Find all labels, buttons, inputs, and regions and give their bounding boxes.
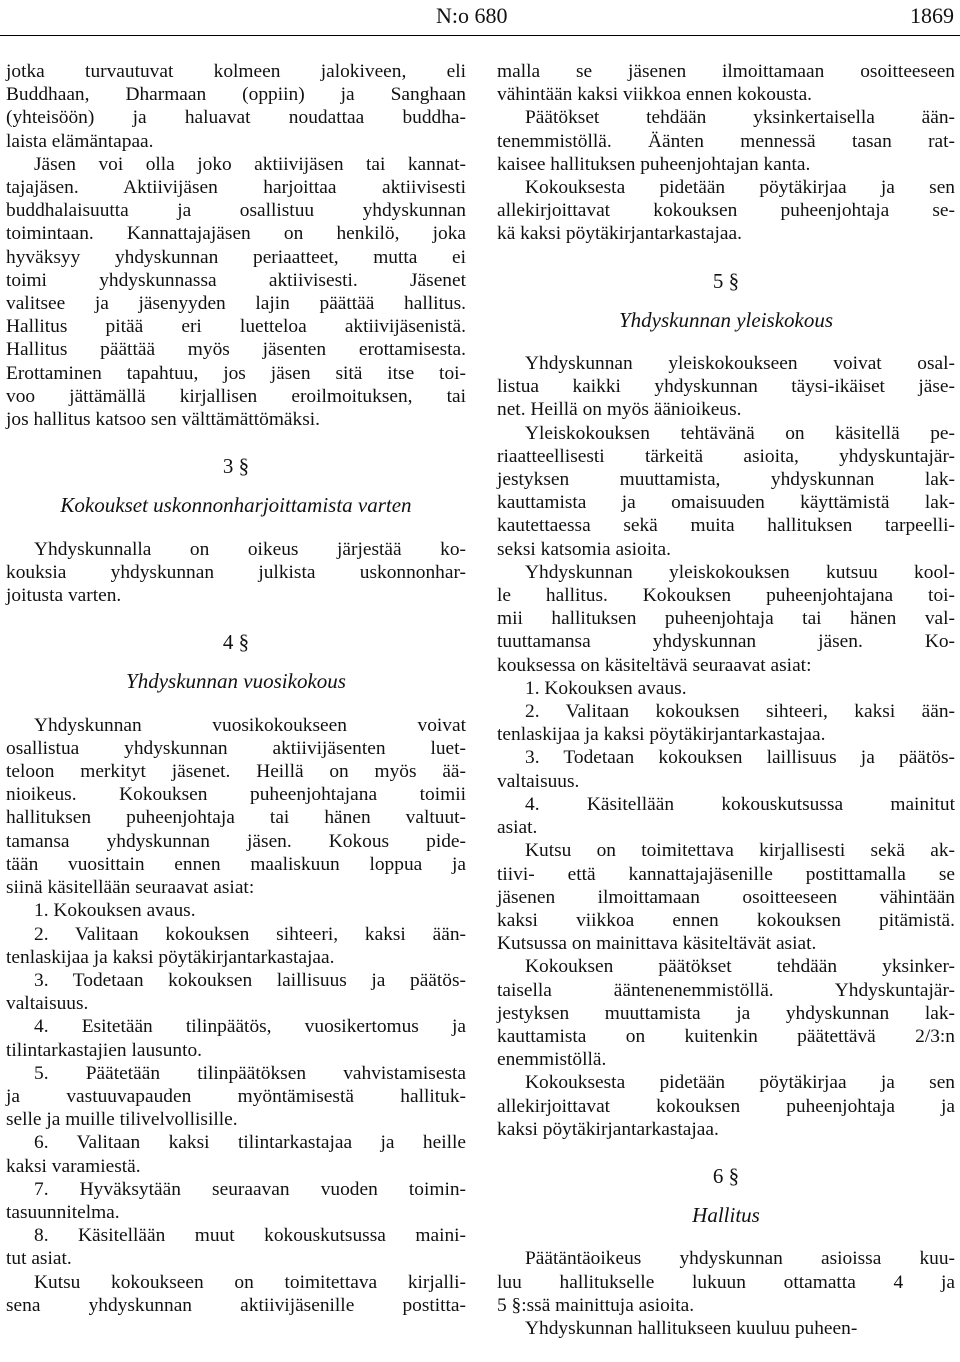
text-line: kautettaessa sekä muita hallituksen tarpeelli- <box>497 515 955 537</box>
text-line: le hallitus. Kokouksen puheenjohtajana toi- <box>497 585 955 607</box>
text-line: luu hallitukselle lukuun ottamatta 4 ja <box>497 1271 955 1293</box>
text-line: Päätökset tehdään yksinkertaisella ään- <box>525 107 955 129</box>
text-line: kauttamista ja omaisuuden käyttämistä lak- <box>497 492 955 514</box>
section-3-title: Kokoukset uskonnonharjoittamista varten <box>60 493 412 518</box>
text-line: ja vastuuvapauden myöntämisestä hallituk- <box>6 1085 466 1107</box>
text-line: 2. Valitaan kokouksen sihteeri, kaksi ään- <box>525 701 955 723</box>
text-line: valtaisuus. <box>6 993 89 1015</box>
text-line: tut asiat. <box>6 1248 72 1270</box>
text-line: Erottaminen tapahtuu, jos jäsen sitä itse toi- <box>6 362 466 384</box>
text-line: seksi katsomia asioita. <box>497 538 671 560</box>
text-line: tasuunnitelma. <box>6 1201 120 1223</box>
text-line: tuuttamansa yhdyskunnan jäsen. Ko- <box>497 631 955 653</box>
text-line: Kutsu on toimitettava kirjallisesti sekä ak- <box>525 840 955 862</box>
left-column <box>6 60 466 1317</box>
text-line: Päätäntäoikeus yhdyskunnan asioissa kuu- <box>525 1248 955 1270</box>
text-line: valtaisuus. <box>497 770 580 792</box>
text-line: 1. Kokouksen avaus. <box>34 900 196 922</box>
text-line: kaksi viikkoa ennen kokouksen pitämistä. <box>497 909 955 931</box>
header-rule <box>0 35 960 36</box>
text-line: 4. Esitetään tilinpäätös, vuosikertomus ja <box>34 1016 466 1038</box>
text-line: riaatteellisesti tärkeitä asioita, yhdyskuntajär- <box>497 445 955 467</box>
text-line: kouksia yhdyskunnan julkista uskonnonhar- <box>6 561 466 583</box>
text-line: toimintaan. Kannattajajäsen on henkilö, joka <box>6 223 466 245</box>
text-line: sena yhdyskunnan aktiivijäsenille postitta- <box>6 1294 466 1316</box>
text-line: kaksi pöytäkirjantarkastajaa. <box>497 1118 719 1140</box>
text-line: Kokouksesta pidetään pöytäkirjaa ja sen <box>525 1072 955 1094</box>
text-line: teloon merkityt jäsenet. Heillä on myös ää- <box>6 761 466 783</box>
text-line: Buddhaan, Dharmaan (oppiin) ja Sanghaan <box>6 84 466 106</box>
text-line: enemmistöllä. <box>497 1049 607 1071</box>
text-line: Kokouksen päätökset tehdään yksinker- <box>525 956 955 978</box>
text-line: mii hallituksen puheenjohtaja tai hänen val- <box>497 608 955 630</box>
text-line: tamansa yhdyskunnan jäsen. Kokous pide- <box>6 830 466 852</box>
text-line: tenlaskijaa ja kaksi pöytäkirjantarkastajaa. <box>6 946 335 968</box>
text-line: 8. Käsitellään muut kokouskutsussa maini- <box>34 1225 466 1247</box>
text-line: siinä käsitellään seuraavat asiat: <box>6 877 255 899</box>
text-line: tilintarkastajien lausunto. <box>6 1039 203 1061</box>
text-line: Yhdyskunnan hallitukseen kuuluu puheen- <box>525 1317 858 1339</box>
text-line: Yleiskokouksen tehtävänä on käsitellä pe- <box>525 422 955 444</box>
text-line: joitusta varten. <box>6 585 122 607</box>
text-line: 1. Kokouksen avaus. <box>525 677 687 699</box>
text-line: tajajäsen. Aktiivijäsen harjoittaa aktiivisesti <box>6 177 466 199</box>
text-line: voo jättämällä kirjallisen eroilmoituksen, tai <box>6 385 466 407</box>
text-line: 3. Todetaan kokouksen laillisuus ja päätös- <box>34 969 466 991</box>
text-line: Yhdyskunnan yleiskokoukseen voivat osal- <box>525 353 955 375</box>
page-number: 1869 <box>910 3 954 28</box>
text-line: Yhdyskunnan vuosikokoukseen voivat <box>34 714 466 736</box>
text-line: kaksi varamiestä. <box>6 1155 141 1177</box>
text-line: 3. Todetaan kokouksen laillisuus ja päätös- <box>525 747 955 769</box>
section-4-number: 4 § <box>222 630 250 655</box>
text-line: 5 §:ssä mainittuja asioita. <box>497 1294 695 1316</box>
text-line: vähintään kaksi viikkoa ennen kokousta. <box>497 84 813 106</box>
text-line: malla se jäsenen ilmoittamaan osoitteeseen <box>497 61 955 82</box>
text-line: 5. Päätetään tilinpäätöksen vahvistamisesta <box>34 1062 466 1084</box>
text-line: jos hallitus katsoo sen välttämättömäksi. <box>6 409 320 431</box>
text-line: 4. Käsitellään kokouskutsussa mainitut <box>525 793 955 815</box>
text-line: kä kaksi pöytäkirjantarkastajaa. <box>497 223 742 245</box>
text-line: 6. Valitaan kaksi tilintarkastajaa ja heille <box>34 1132 466 1154</box>
right-column <box>497 60 955 1340</box>
text-line: jestyksen muuttamista, yhdyskunnan lak- <box>497 469 955 491</box>
text-line: tenlaskijaa ja kaksi pöytäkirjantarkastajaa. <box>497 724 826 746</box>
text-line: Hallitus päättää myös jäsenten erottamisesta. <box>6 339 466 361</box>
text-line: buddhalaisuutta ja osallistuu yhdyskunnan <box>6 200 466 222</box>
right-block-1 <box>497 60 955 246</box>
text-line: tenemmistöllä. Äänten mennessä tasan rat- <box>497 130 955 152</box>
section-6-number: 6 § <box>712 1163 740 1188</box>
section-6-title: Hallitus <box>692 1203 760 1228</box>
text-line: jestyksen muuttamista ja yhdyskunnan lak- <box>497 1002 955 1024</box>
text-line: hallituksen puheenjohtaja tai hänen valtuut- <box>6 807 466 829</box>
text-line: toimi yhdyskunnassa aktiivisesti. Jäsenet <box>6 269 466 291</box>
text-line: allekirjoittavat kokouksen puheenjohtaja se- <box>497 200 955 222</box>
text-line: tään vuosittain ennen maaliskuun loppua ja <box>6 853 466 875</box>
text-line: jäsenen ilmoittamaan osoitteeseen vähintään <box>497 886 955 908</box>
text-line: net. Heillä on myös äänioikeus. <box>497 399 742 421</box>
text-line: Hallitus pitää eri luetteloa aktiivijäsenistä. <box>6 316 466 338</box>
text-line: kouksessa on käsiteltävä seuraavat asiat: <box>497 654 812 676</box>
text-line: (yhteisöön) ja haluavat noudattaa buddha- <box>6 107 466 129</box>
section-5-title: Yhdyskunnan yleiskokous <box>618 307 834 332</box>
text-line: Kutsussa on mainittava käsiteltävät asiat. <box>497 933 817 955</box>
text-line: taisella ääntenenemmistöllä. Yhdyskuntajär- <box>497 979 955 1001</box>
text-line: allekirjoittavat kokouksen puheenjohtaja ja <box>497 1095 955 1117</box>
text-line: asiat. <box>497 817 538 839</box>
text-line: Kokouksesta pidetään pöytäkirjaa ja sen <box>525 177 955 199</box>
text-line: laista elämäntapaa. <box>6 130 154 152</box>
text-line: valitsee ja jäsenyyden lajin päättää hallitus. <box>6 293 466 315</box>
text-line: Jäsen voi olla joko aktiivijäsen tai kannat- <box>34 153 466 175</box>
text-line: Yhdyskunnalla on oikeus järjestää ko- <box>34 538 466 560</box>
text-line: 7. Hyväksytään seuraavan vuoden toimin- <box>34 1178 466 1200</box>
text-line: kaisee hallituksen puheenjohtajan kanta. <box>497 153 811 175</box>
text-line: kauttamista on kuitenkin päätettävä 2/3:n <box>497 1025 955 1047</box>
text-line: hyväksyy yhdyskunnan periaatteet, mutta ei <box>6 246 466 268</box>
text-line: jotka turvautuvat kolmeen jalokiveen, eli <box>6 61 466 82</box>
text-line: 2. Valitaan kokouksen sihteeri, kaksi ään- <box>34 923 466 945</box>
text-line: listua kaikki yhdyskunnan täysi-ikäiset jäse- <box>497 376 955 398</box>
text-line: nioikeus. Kokouksen puheenjohtajana toimii <box>6 784 466 806</box>
text-line: Kutsu kokoukseen on toimitettava kirjalli- <box>34 1271 466 1293</box>
text-line: tiivi- että kannattajajäsenille postittamalla se <box>497 863 955 885</box>
text-line: Yhdyskunnan yleiskokouksen kutsuu kool- <box>525 561 955 583</box>
document-number: N:o 680 <box>436 3 508 28</box>
section-5-number: 5 § <box>712 268 740 293</box>
left-block-1 <box>6 60 466 431</box>
left-block-3 <box>6 714 466 1317</box>
left-block-2 <box>6 538 466 608</box>
section-4-title: Yhdyskunnan vuosikokous <box>126 669 346 694</box>
page-header <box>0 0 960 34</box>
text-line: selle ja muille tilivelvollisille. <box>6 1109 238 1131</box>
right-block-3 <box>497 1247 955 1340</box>
section-3-number: 3 § <box>222 454 250 479</box>
text-line: osallistua yhdyskunnan aktiivijäsenten luet- <box>6 737 466 759</box>
right-block-2 <box>497 352 955 1141</box>
